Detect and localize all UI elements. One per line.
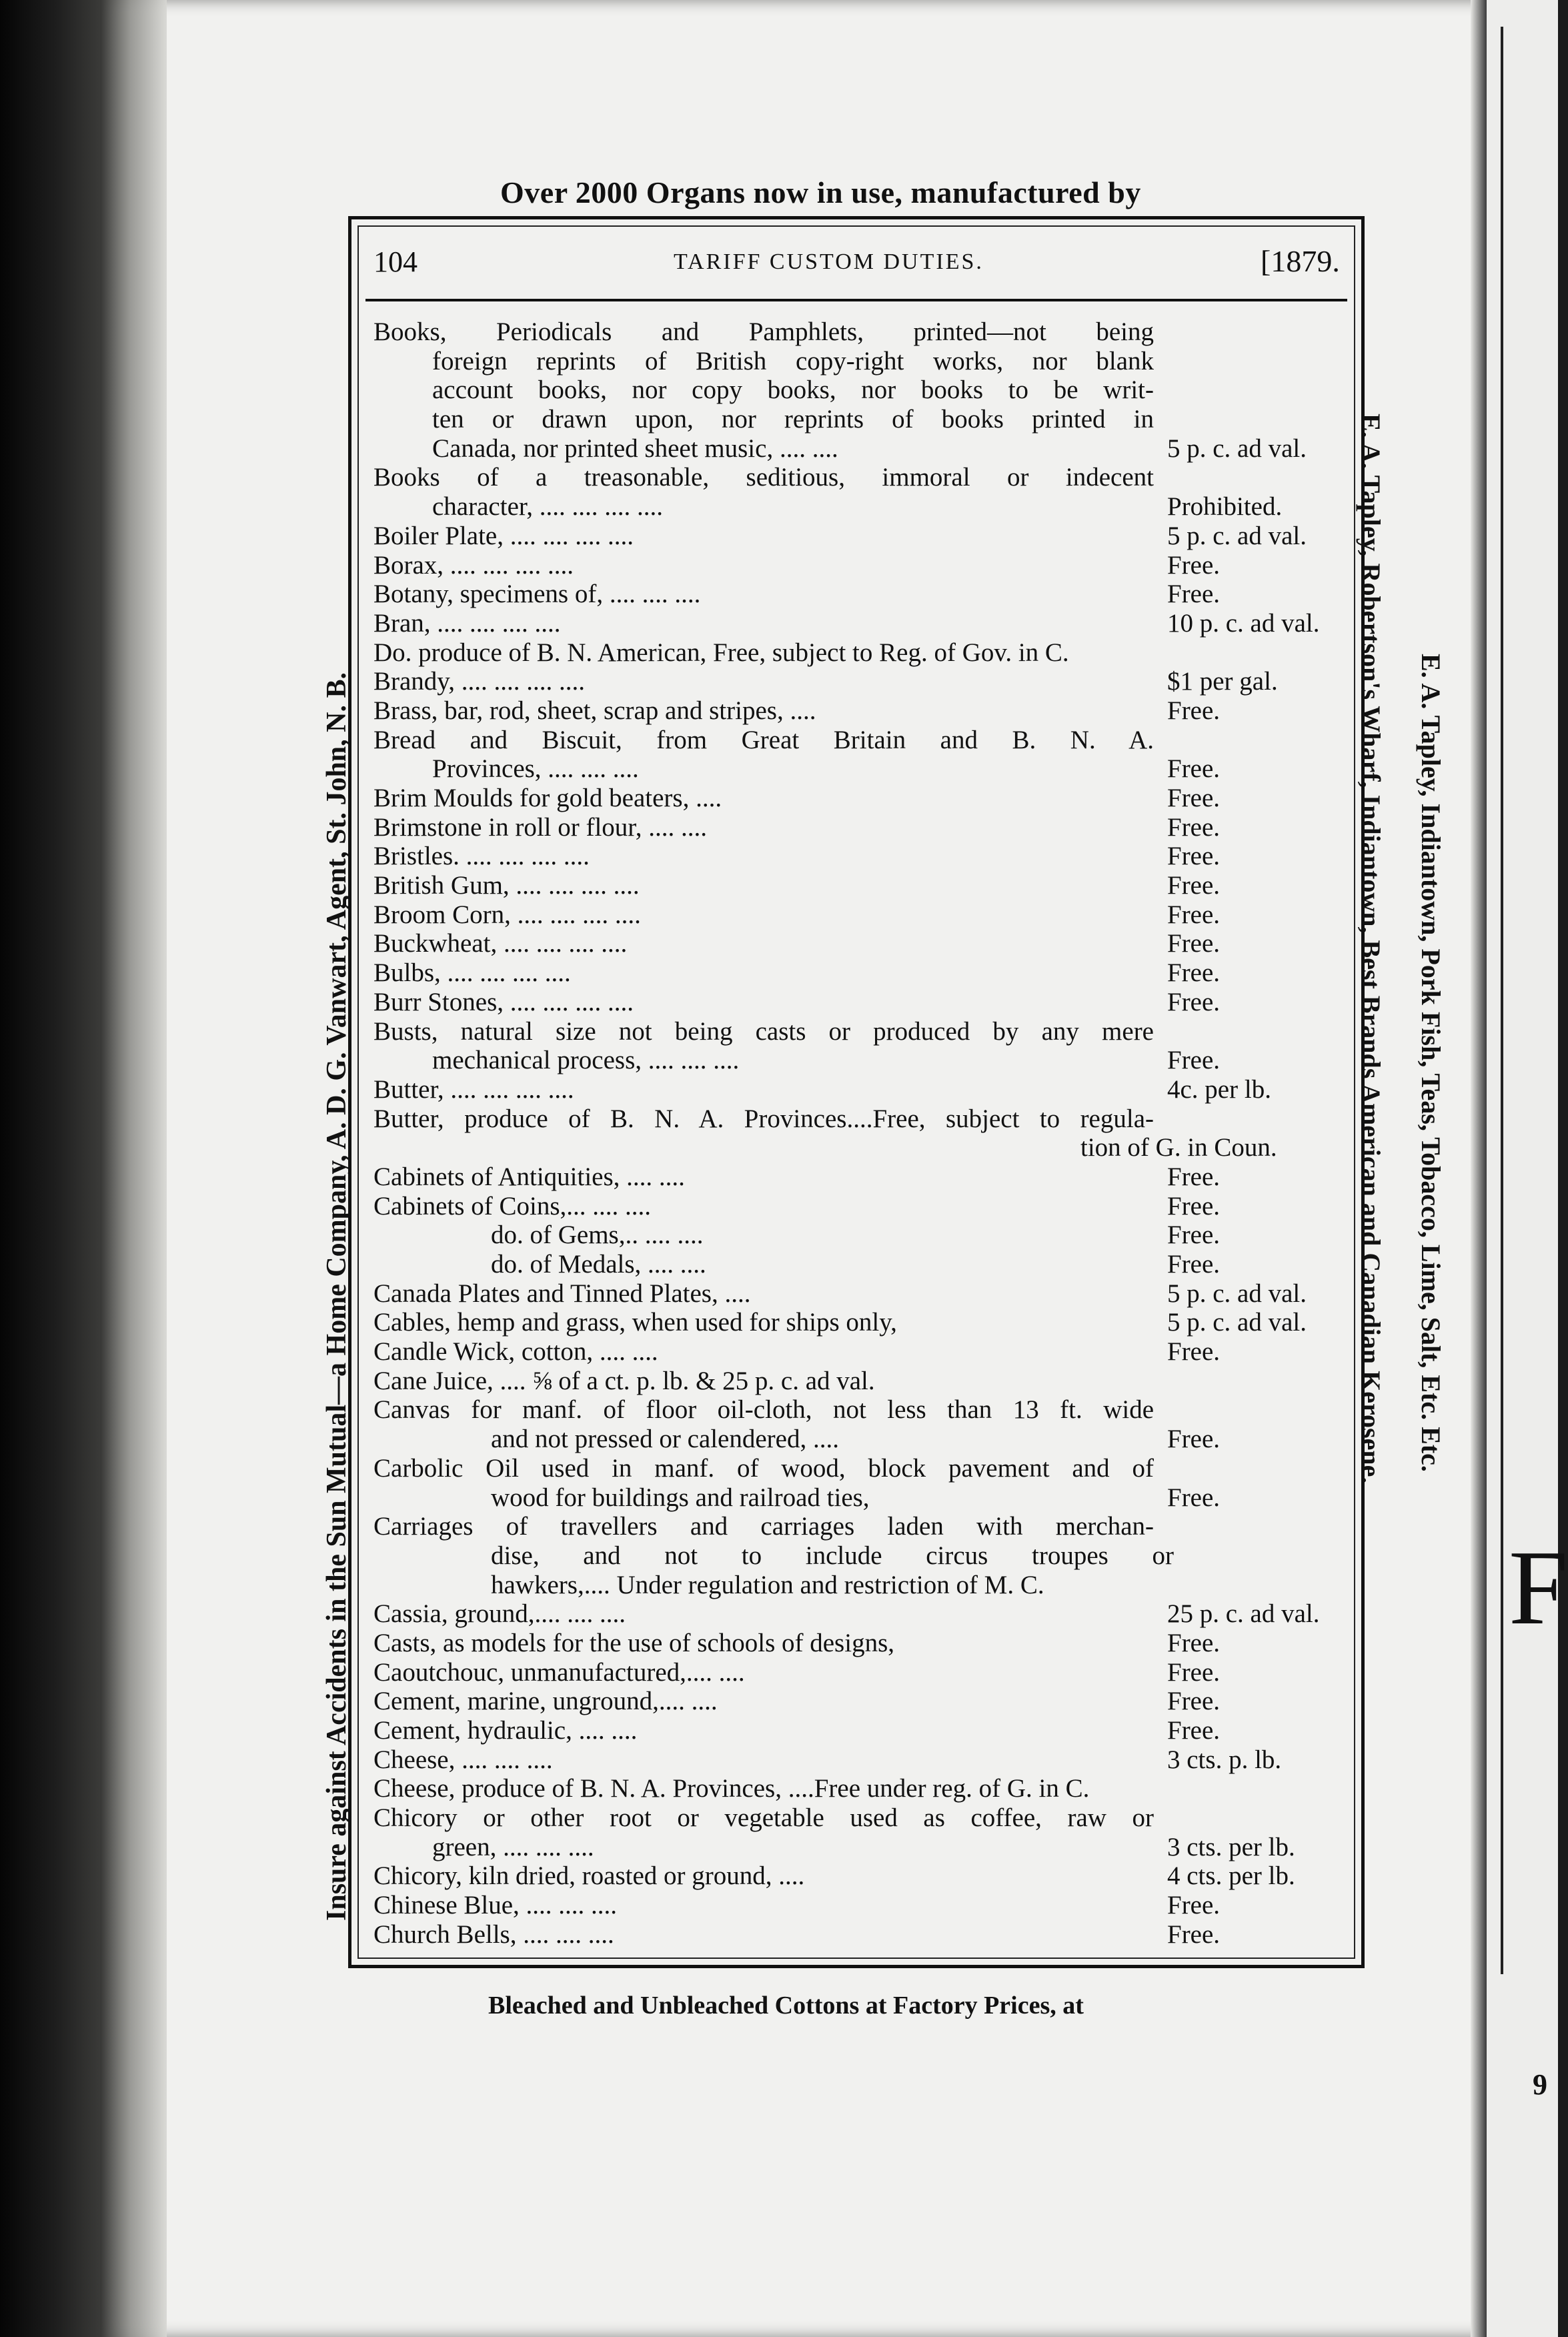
header-rule: [365, 299, 1347, 301]
tariff-duty: Free.: [1167, 1191, 1221, 1221]
tariff-duty: Free.: [1167, 987, 1221, 1016]
tariff-item: Chinese Blue, .... .... ....: [373, 1891, 618, 1920]
tariff-entry: [373, 1512, 1347, 1541]
tariff-entry: [373, 638, 1347, 668]
tariff-entry: [373, 813, 1347, 842]
tariff-entry: [373, 929, 1347, 958]
tariff-item: do. of Medals, .... ....: [491, 1250, 706, 1279]
tariff-duty: Free.: [1167, 1687, 1221, 1716]
tariff-item: Books of a treasonable, seditious, immoral or indecent: [373, 463, 1154, 492]
tariff-duty: Free.: [1167, 1657, 1221, 1687]
tariff-duty: 3 cts. p. lb.: [1167, 1745, 1282, 1774]
tariff-item: Buckwheat, .... .... .... ....: [373, 929, 628, 958]
tariff-duty: tion of G. in Coun.: [1080, 1133, 1277, 1162]
tariff-entry: [373, 1075, 1347, 1104]
tariff-entry: [373, 1337, 1347, 1367]
tariff-duty: Free.: [1167, 784, 1221, 812]
tariff-entry: [373, 1599, 1347, 1629]
tariff-item: Burr Stones, .... .... .... ....: [373, 987, 634, 1016]
tariff-entry: [373, 900, 1347, 930]
tariff-duty: $1 per gal.: [1167, 667, 1278, 696]
tariff-item: Broom Corn, .... .... .... ....: [373, 900, 641, 929]
tariff-entry: [373, 1833, 1347, 1862]
tariff-item: Cement, marine, unground,.... ....: [373, 1687, 718, 1716]
tariff-item: Cabinets of Coins,... .... ....: [373, 1191, 651, 1221]
tariff-item: green, .... .... ....: [432, 1832, 594, 1861]
tariff-duty: Free.: [1167, 1628, 1221, 1657]
tariff-item: character, .... .... .... ....: [432, 492, 664, 522]
tariff-duty: Free.: [1167, 1162, 1221, 1191]
tariff-entry: [373, 1104, 1347, 1134]
tariff-entry: [373, 1133, 1347, 1162]
tariff-entry: [373, 1774, 1347, 1803]
tariff-duty: Free.: [1167, 1337, 1221, 1367]
tariff-duty: Free.: [1167, 1716, 1221, 1745]
tariff-entry: [373, 1279, 1347, 1309]
tariff-entry: [373, 958, 1347, 988]
tariff-entry: [373, 1017, 1347, 1046]
tariff-duty: 4c. per lb.: [1167, 1074, 1271, 1104]
book-spine-shadow: [0, 0, 100, 2337]
tariff-item: Canvas for manf. of floor oil-cloth, not less than 13 ft. wide: [373, 1395, 1154, 1425]
tariff-entry: [373, 434, 1347, 464]
tariff-item: Caoutchouc, unmanufactured,.... ....: [373, 1657, 745, 1687]
tariff-entry: [373, 784, 1347, 813]
tariff-item: ten or drawn upon, nor reprints of books printed in: [432, 405, 1154, 434]
tariff-entry: [373, 1745, 1347, 1775]
tariff-item: Bristles. .... .... .... ....: [373, 842, 590, 871]
running-head: TARIFF CUSTOM DUTIES.: [674, 249, 984, 274]
tariff-item: Provinces, .... .... ....: [432, 754, 639, 784]
tariff-entry: [373, 317, 1347, 347]
tariff-duty: 5 p. c. ad val.: [1167, 1279, 1307, 1308]
tariff-entry: [373, 1454, 1347, 1483]
tariff-item: Botany, specimens of, .... .... ....: [373, 580, 701, 609]
tariff-duty: Free.: [1167, 1221, 1221, 1250]
tariff-duty: Free.: [1167, 929, 1221, 958]
tariff-entry: [373, 1221, 1347, 1250]
tariff-item: account books, nor copy books, nor books to be writ-: [432, 375, 1154, 405]
tariff-entry: [373, 726, 1347, 755]
tariff-item: Cheese, produce of B. N. A. Provinces, ....Free under reg. of G. in C.: [373, 1774, 1090, 1803]
tariff-entry: [373, 696, 1347, 726]
tariff-duty: Free.: [1167, 871, 1221, 900]
tariff-entry: [373, 1425, 1347, 1454]
tariff-item: dise, and not to include circus troupes or: [491, 1541, 1174, 1570]
tariff-entry: [373, 1541, 1347, 1571]
tariff-item: do. of Gems,.. .... ....: [491, 1221, 704, 1250]
tariff-item: wood for buildings and railroad ties,: [491, 1483, 870, 1512]
tariff-item: Brimstone in roll or flour, .... ....: [373, 812, 707, 842]
page-number: 104: [373, 245, 418, 278]
tariff-item: Cement, hydraulic, .... ....: [373, 1716, 638, 1745]
tariff-item: British Gum, .... .... .... ....: [373, 871, 640, 900]
tariff-item: Church Bells, .... .... ....: [373, 1919, 614, 1949]
tariff-item: Cables, hemp and grass, when used for ships only,: [373, 1308, 897, 1337]
tariff-duty: Free.: [1167, 1425, 1221, 1454]
tariff-entry: [373, 1629, 1347, 1658]
tariff-entry: [373, 347, 1347, 376]
tariff-entry: [373, 463, 1347, 492]
tariff-duty: Free.: [1167, 1891, 1221, 1920]
tariff-entry: [373, 375, 1347, 405]
tariff-duty: Free.: [1167, 580, 1221, 609]
tariff-entry: [373, 609, 1347, 638]
tariff-item: mechanical process, .... .... ....: [432, 1046, 740, 1075]
tariff-duty: Free.: [1167, 754, 1221, 784]
bottom-advertisement: Bleached and Unbleached Cottons at Factory Prices, at: [488, 1992, 1084, 2020]
tariff-entry: [373, 492, 1347, 522]
tariff-duty: Free.: [1167, 550, 1221, 580]
tariff-entry: [373, 1861, 1347, 1891]
tariff-item: Candle Wick, cotton, .... ....: [373, 1337, 658, 1367]
page-edge-shadow: [1471, 0, 1487, 2337]
tariff-entry: [373, 522, 1347, 551]
tariff-entry: [373, 1658, 1347, 1687]
tariff-item: Brim Moulds for gold beaters, ....: [373, 784, 722, 812]
tariff-item: Brass, bar, rod, sheet, scrap and stripes, ....: [373, 696, 816, 725]
facing-page-glyph: F: [1509, 1528, 1568, 1647]
facing-page-number: 9: [1533, 2068, 1547, 2101]
tariff-entry: [373, 551, 1347, 580]
tariff-entry: [373, 1192, 1347, 1221]
tariff-item: Carbolic Oil used in manf. of wood, block pavement and of: [373, 1453, 1154, 1483]
tariff-duty: Free.: [1167, 1483, 1221, 1512]
tariff-entry: [373, 667, 1347, 696]
tariff-duty: 5 p. c. ad val.: [1167, 1308, 1307, 1337]
tariff-entry: [373, 1162, 1347, 1192]
tariff-item: foreign reprints of British copy-right works, nor blank: [432, 346, 1154, 375]
tariff-entry: [373, 988, 1347, 1017]
tariff-entry: [373, 1891, 1347, 1920]
tariff-item: hawkers,.... Under regulation and restriction of M. C.: [491, 1570, 1044, 1599]
tariff-item: Brandy, .... .... .... ....: [373, 667, 586, 696]
tariff-duty: Free.: [1167, 958, 1221, 988]
facing-page-frame: [1501, 27, 1561, 1974]
right-margin-advertisement: E. A. Tapley, Robertson's Wharf, Indiantown, Best Brands American and Canadian Kerosene.: [1356, 414, 1386, 1484]
tariff-item: Bulbs, .... .... .... ....: [373, 958, 571, 988]
tariff-item: Casts, as models for the use of schools of designs,: [373, 1628, 894, 1657]
tariff-duty: Prohibited.: [1167, 492, 1283, 522]
tariff-item: Borax, .... .... .... ....: [373, 550, 574, 580]
page-gutter-shadow: [100, 0, 167, 2337]
tariff-item: Carriages of travellers and carriages laden with merchan-: [373, 1512, 1154, 1541]
tariff-item: Canada, nor printed sheet music, .... ....: [432, 434, 838, 463]
tariff-duty: 25 p. c. ad val.: [1167, 1599, 1320, 1629]
tariff-item: Cassia, ground,.... .... ....: [373, 1599, 626, 1629]
year-label: [1879.: [1261, 244, 1340, 278]
tariff-entry: [373, 1046, 1347, 1075]
tariff-item: Bran, .... .... .... ....: [373, 608, 561, 638]
tariff-duty: Free.: [1167, 900, 1221, 929]
tariff-entry: [373, 1483, 1347, 1513]
tariff-duty: Free.: [1167, 812, 1221, 842]
tariff-duty: Free.: [1167, 1919, 1221, 1949]
tariff-item: Cheese, .... .... ....: [373, 1745, 553, 1774]
tariff-item: Cane Juice, .... ⅝ of a ct. p. lb. & 25 p. c. ad val.: [373, 1366, 875, 1395]
tariff-item: Cabinets of Antiquities, .... ....: [373, 1162, 685, 1191]
tariff-entry: [373, 1250, 1347, 1279]
tariff-entry: [373, 842, 1347, 871]
tariff-item: and not pressed or calendered, ....: [491, 1425, 839, 1454]
tariff-item: Bread and Biscuit, from Great Britain and B. N. A.: [373, 725, 1154, 754]
top-advertisement: Over 2000 Organs now in use, manufactured by: [500, 175, 1141, 209]
tariff-duty: 5 p. c. ad val.: [1167, 521, 1307, 550]
tariff-item: Chicory, kiln dried, roasted or ground, ....: [373, 1861, 805, 1891]
tariff-item: Butter, .... .... .... ....: [373, 1074, 574, 1104]
tariff-duty: 10 p. c. ad val.: [1167, 608, 1320, 638]
tariff-entry: [373, 405, 1347, 434]
tariff-entry: [373, 1803, 1347, 1833]
tariff-entry: [373, 1367, 1347, 1396]
tariff-duty: 5 p. c. ad val.: [1167, 434, 1307, 463]
tariff-item: Boiler Plate, .... .... .... ....: [373, 521, 634, 550]
tariff-entry: [373, 1716, 1347, 1745]
tariff-duty: Free.: [1167, 842, 1221, 871]
left-margin-advertisement: Insure against Accidents in the Sun Mutual—a Home Company, A. D. G. Vanwart, Agent, St. John, N. B.: [321, 672, 352, 1921]
right-margin-advertisement-2: E. A. Tapley, Indiantown, Pork Fish, Teas, Tobacco, Lime, Salt, Etc. Etc.: [1416, 654, 1446, 1472]
tariff-entry: [373, 1395, 1347, 1425]
tariff-item: Books, Periodicals and Pamphlets, printed—not being: [373, 317, 1154, 346]
tariff-item: Canada Plates and Tinned Plates, ....: [373, 1279, 751, 1308]
tariff-item: Butter, produce of B. N. A. Provinces....Free, subject to regula-: [373, 1104, 1154, 1133]
tariff-duty: 3 cts. per lb.: [1167, 1832, 1295, 1861]
tariff-entry: [373, 1920, 1347, 1950]
tariff-item: Chicory or other root or vegetable used as coffee, raw or: [373, 1803, 1154, 1833]
tariff-duty: Free.: [1167, 1250, 1221, 1279]
tariff-entry: [373, 871, 1347, 900]
tariff-duty: Free.: [1167, 696, 1221, 725]
tariff-entry: [373, 1687, 1347, 1716]
tariff-item: Do. produce of B. N. American, Free, subject to Reg. of Gov. in C.: [373, 638, 1069, 667]
tariff-duty: Free.: [1167, 1046, 1221, 1075]
tariff-entries: [373, 317, 1347, 1950]
tariff-entry: [373, 1308, 1347, 1337]
tariff-entry: [373, 754, 1347, 784]
tariff-item: Busts, natural size not being casts or produced by any mere: [373, 1016, 1154, 1046]
tariff-entry: [373, 580, 1347, 609]
tariff-entry: [373, 1571, 1347, 1600]
tariff-duty: 4 cts. per lb.: [1167, 1861, 1295, 1891]
